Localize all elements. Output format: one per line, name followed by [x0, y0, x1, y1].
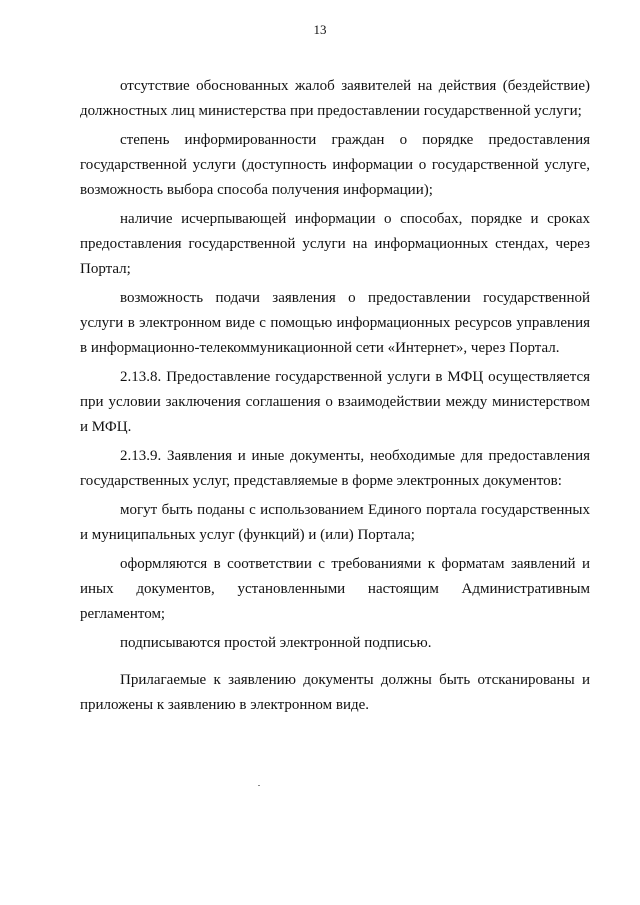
paragraph-attachments: Прилагаемые к заявлению документы должны быть отсканированы и приложены к заявлению в электронном виде. — [80, 672, 590, 713]
paragraph-may-be-submitted: могут быть поданы с использованием Единого портала государственных и муниципальных услуг (функций) и (или) Портала; — [80, 502, 590, 543]
paragraph-signed: подписываются простой электронной подписью. — [120, 635, 432, 651]
paragraph-electronic-submission: возможность подачи заявления о предоставлении государственной услуги в электронном виде с помощью информационных ресурсов управления в информационно-телекоммуникационной сети «Интернет», через Портал. — [80, 290, 590, 356]
paragraph-2-13-8: 2.13.8. Предоставление государственной услуги в МФЦ осуществляется при условии заключения соглашения о взаимодействии между министерством и МФЦ. — [80, 369, 590, 435]
paragraph-2-13-9: 2.13.9. Заявления и иные документы, необходимые для предоставления государственных услуг, представляемые в форме электронных документов: — [80, 448, 590, 489]
paragraph-awareness: степень информированности граждан о порядке предоставления государственной услуги (доступность информации о государственной услуге, возможность выбора способа получения информации); — [80, 132, 590, 198]
paragraph-stands-info: наличие исчерпывающей информации о способах, порядке и сроках предоставления государственной услуги на информационных стендах, через Портал; — [80, 211, 590, 277]
page-number: 13 — [313, 22, 327, 37]
paragraph-complaints: отсутствие обоснованных жалоб заявителей на действия (бездействие) должностных лиц министерства при предоставлении государственной услуги; — [80, 78, 590, 119]
document-body — [80, 74, 590, 718]
paragraph-formatted: оформляются в соответствии с требованиями к форматам заявлений и иных документов, установленными настоящим Административным регламентом; — [80, 556, 590, 622]
scan-speck — [258, 785, 260, 786]
